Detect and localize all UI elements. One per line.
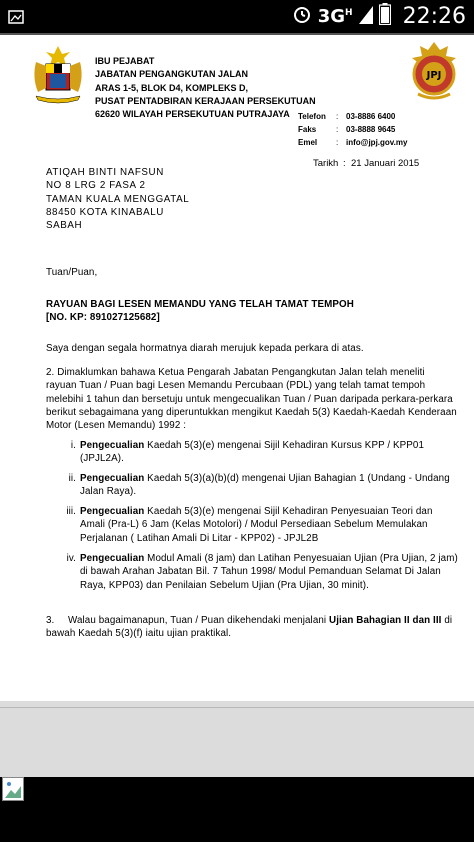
contact-block: Telefon : 03-8886 6400 Faks : 03-8888 9645 Emel : info@jpj.gov.my [298, 112, 408, 147]
item-bold: Pengecualian [80, 440, 145, 451]
signal-icon [359, 4, 373, 29]
letter-document[interactable] [0, 33, 474, 701]
item-bold: Pengecualian [80, 506, 145, 517]
date-label: Tarikh [313, 158, 339, 169]
recipient-line: TAMAN KUALA MENGGATAL [46, 193, 190, 205]
recipient-address [46, 166, 189, 232]
exemption-item: i. Pengecualian Kaedah 5(3)(e) mengenai Sijil Kehadiran Kursus KPP / KPP01 (JPJL2A). [60, 439, 460, 466]
date-row: Tarikh : 21 Januari 2015 [313, 158, 420, 169]
date-value: 21 Januari 2015 [351, 158, 420, 169]
exemption-item: iii. Pengecualian Kaedah 5(3)(e) mengenai Sijil Kehadiran Penyesuaian Teori dan Amali (Pra-L) 6 Jam (Kelas Motolori) / Modul Persediaan Sebelum Memulakan Perjalanan ( Latihan Amali Di Litar - KPP02) - JPJL2B [60, 505, 460, 545]
paragraph-line: 2. Dimaklumkan bahawa Ketua Pengarah Jabatan Pengangkutan Jalan telah meneliti [46, 367, 425, 378]
alarm-icon [292, 4, 312, 29]
bottom-area [0, 777, 474, 842]
paragraph-1: Saya dengan segala hormatnya diarah merujuk kepada perkara di atas. [46, 343, 364, 354]
paragraph-3: 3. Walau bagaimanapun, Tuan / Puan dikehendaki menjalani Ujian Bahagian II dan III di bawah Kaedah 5(3)(f) iaitu ujian praktikal. [46, 615, 453, 640]
fax-value: 03-8888 9645 [346, 125, 396, 134]
email-value: info@jpj.gov.my [346, 138, 408, 147]
item-bold: Pengecualian [80, 553, 145, 564]
exemption-item: iv. Pengecualian Modul Amali (8 jam) dan Latihan Penyesuaian Ujian (Pra Ujian, 2 jam) di bawah Arahan Jabatan Bil. 7 Tahun 1998/ Modul Pemanduan Selamat Di Jalan Raya, KPP03) dan Penilaian Sebelum Ujian (Pra Ujian, 30 minit). [60, 552, 460, 592]
item-number: i. [70, 440, 76, 451]
network-type: $3G^H$ [317, 6, 353, 27]
clock: 22:26 [402, 4, 466, 29]
org-line: ARAS 1-5, BLOK D4, KOMPLEKS D, [95, 82, 249, 93]
letter-subject: RAYUAN BAGI LESEN MEMANDU YANG TELAH TAMAT TEMPOH [46, 299, 354, 310]
item-number: iii. [66, 506, 76, 517]
org-line: IBU PEJABAT [95, 56, 155, 66]
recipient-line: ATIQAH BINTI NAFSUN [46, 167, 164, 178]
recipient-line: SABAH [46, 220, 83, 232]
practical-test-emphasis: Ujian Bahagian II dan III [329, 615, 442, 626]
paragraph-line: Motor (Lesen Memandu) 1992 : [46, 420, 187, 432]
phone-value: 03-8886 6400 [346, 112, 396, 121]
paragraph-2 [46, 366, 457, 432]
org-line: JABATAN PENGANGKUTAN JALAN [95, 69, 248, 80]
recipient-line: NO 8 LRG 2 FASA 2 [46, 180, 146, 192]
page-edge [0, 33, 474, 35]
status-bar [0, 0, 474, 33]
paragraph-line: rayuan Tuan / Puan bagi Lesen Memandu Percubaan (PDL) yang telah tamat tempoh [46, 380, 426, 392]
battery-icon [379, 3, 391, 30]
coat-of-arms-icon [28, 44, 88, 106]
notification-icon [8, 9, 24, 25]
contact-label: Faks [298, 125, 317, 134]
contact-label: Emel [298, 138, 318, 147]
org-line: PUSAT PENTADBIRAN KERAJAAN PERSEKUTUAN [95, 95, 316, 106]
recipient-line: 88450 KOTA KINABALU [46, 206, 164, 218]
org-line: 62620 WILAYAH PERSEKUTUAN PUTRAJAYA [95, 109, 290, 120]
paragraph-number: 3. [46, 615, 55, 626]
svg-text:JPJ: JPJ [426, 70, 442, 81]
item-bold: Pengecualian [80, 473, 145, 484]
broken-image-icon[interactable] [2, 777, 24, 801]
paragraph-line: melebihi 1 tahun dan bersetuju untuk mengecualikan Tuan / Puan daripada perkara-perkara [46, 393, 453, 405]
salutation: Tuan/Puan, [46, 267, 98, 278]
org-address [95, 55, 316, 121]
jpj-logo-icon [404, 40, 464, 104]
divider [0, 707, 474, 708]
paragraph-line: berikut sebagaimana yang diperuntukkan mengikut Kaedah 5(3) Kaedah-Kaedah Kenderaan [46, 406, 457, 418]
ic-reference: [NO. KP: 891027125682] [46, 312, 160, 323]
item-number: iv. [66, 553, 76, 564]
item-number: ii. [68, 473, 76, 484]
contact-label: Telefon [298, 112, 326, 121]
viewer-background [0, 701, 474, 777]
exemption-item: ii. Pengecualian Kaedah 5(3)(a)(b)(d) mengenai Ujian Bahagian 1 (Undang - Undang Jalan Raya). [60, 472, 460, 499]
